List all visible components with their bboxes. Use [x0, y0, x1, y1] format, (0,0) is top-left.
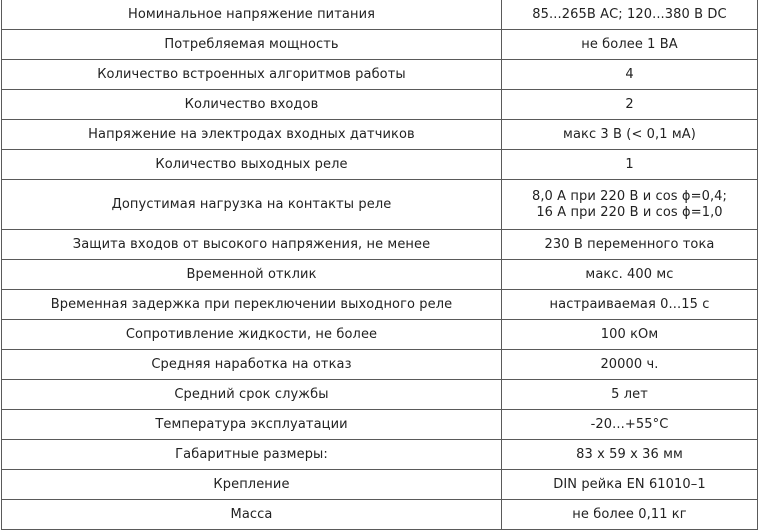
- table-row: [2, 90, 758, 120]
- param-cell: Номинальное напряжение питания: [2, 0, 502, 30]
- value-cell: макс 3 В (< 0,1 мА): [502, 120, 758, 150]
- param-cell: Защита входов от высокого напряжения, не менее: [2, 230, 502, 260]
- value-cell: макс. 400 мс: [502, 260, 758, 290]
- table-row: [2, 440, 758, 470]
- table-row: [2, 0, 758, 30]
- param-cell: Крепление: [2, 470, 502, 500]
- value-line: 16 А при 220 В и cos ϕ=1,0: [536, 204, 723, 220]
- value-cell: 83 х 59 х 36 мм: [502, 440, 758, 470]
- table-row: [2, 60, 758, 90]
- value-cell: 1: [502, 150, 758, 180]
- param-cell: Временная задержка при переключении выходного реле: [2, 290, 502, 320]
- param-cell: Допустимая нагрузка на контакты реле: [2, 180, 502, 230]
- param-cell: Напряжение на электродах входных датчиков: [2, 120, 502, 150]
- value-line: 8,0 А при 220 В и cos ϕ=0,4;: [531, 188, 728, 204]
- param-cell: Температура эксплуатации: [2, 410, 502, 440]
- param-cell: Количество выходных реле: [2, 150, 502, 180]
- value-cell: 230 В переменного тока: [502, 230, 758, 260]
- value-cell: DIN рейка EN 61010–1: [502, 470, 758, 500]
- value-cell: не более 1 ВА: [502, 30, 758, 60]
- table-row: [2, 500, 758, 530]
- value-cell: 4: [502, 60, 758, 90]
- table-row: [2, 470, 758, 500]
- table-row: [2, 30, 758, 60]
- param-cell: Количество встроенных алгоритмов работы: [2, 60, 502, 90]
- table-row: [2, 120, 758, 150]
- param-cell: Временной отклик: [2, 260, 502, 290]
- param-cell: Количество входов: [2, 90, 502, 120]
- value-cell: 2: [502, 90, 758, 120]
- table-row: [2, 150, 758, 180]
- param-cell: Средний срок службы: [2, 380, 502, 410]
- table-row: [2, 320, 758, 350]
- param-cell: Средняя наработка на отказ: [2, 350, 502, 380]
- table-row: [2, 230, 758, 260]
- specifications-table: [1, 0, 758, 530]
- value-cell: 20000 ч.: [502, 350, 758, 380]
- value-cell: 100 кОм: [502, 320, 758, 350]
- param-cell: Габаритные размеры:: [2, 440, 502, 470]
- table-row: [2, 350, 758, 380]
- param-cell: Масса: [2, 500, 502, 530]
- value-cell: не более 0,11 кг: [502, 500, 758, 530]
- table-row: [2, 380, 758, 410]
- value-cell: 85...265В АС; 120...380 В DC: [502, 0, 758, 30]
- value-cell: [502, 180, 758, 230]
- table-row: [2, 180, 758, 230]
- table-row: [2, 290, 758, 320]
- param-cell: Сопротивление жидкости, не более: [2, 320, 502, 350]
- value-cell: -20...+55°С: [502, 410, 758, 440]
- table-row: [2, 260, 758, 290]
- table-row: [2, 410, 758, 440]
- value-cell: 5 лет: [502, 380, 758, 410]
- param-cell: Потребляемая мощность: [2, 30, 502, 60]
- value-cell: настраиваемая 0...15 с: [502, 290, 758, 320]
